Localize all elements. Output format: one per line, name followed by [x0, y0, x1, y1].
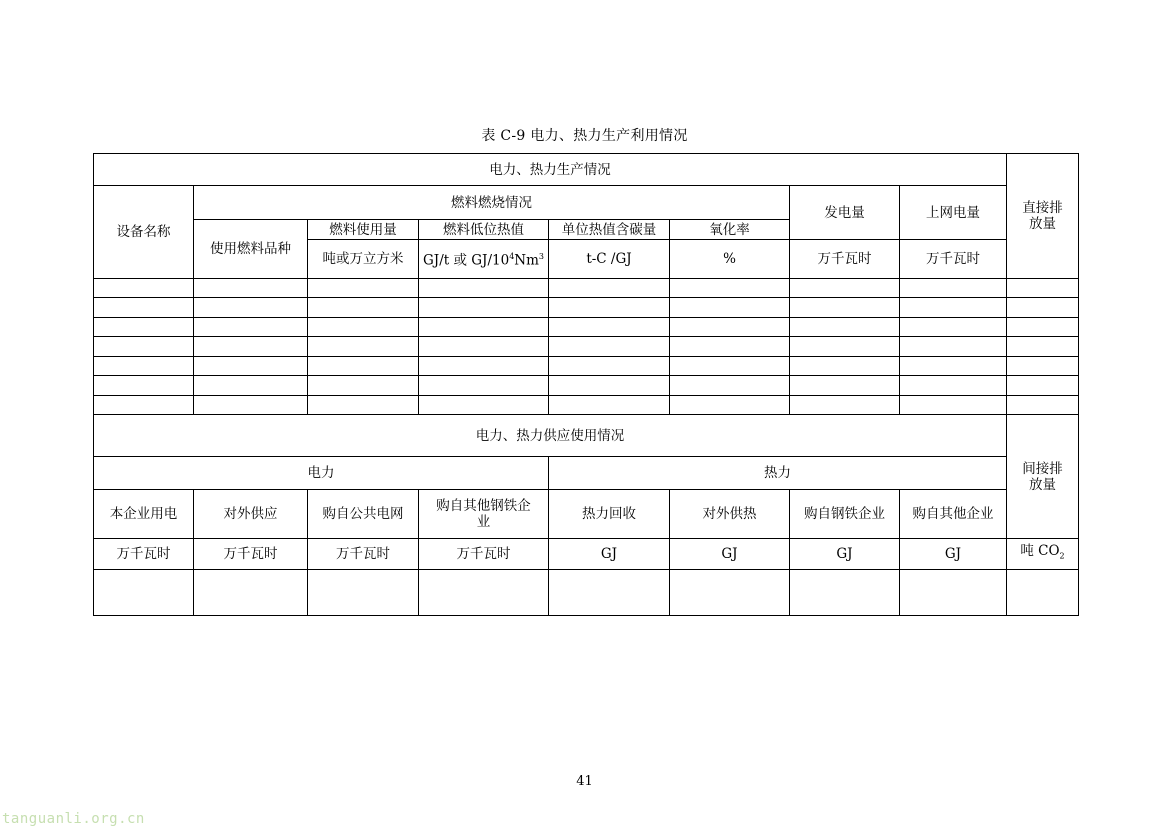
public-grid-purchase-header: 购自公共电网 [308, 490, 419, 539]
fuel-type-header: 使用燃料品种 [194, 220, 308, 279]
equipment-name-header: 设备名称 [94, 186, 194, 279]
unit-cell: GJ [549, 539, 670, 570]
steel-heat-purchase-header: 购自钢铁企业 [790, 490, 900, 539]
indirect-emission-unit: 吨 $CO_2$ [1007, 539, 1079, 570]
heat-header: 热力 [549, 457, 1007, 490]
oxidation-rate-unit: % [670, 240, 790, 279]
unit-cell: GJ [670, 539, 790, 570]
carbon-content-unit: t-C /GJ [549, 240, 670, 279]
fuel-usage-unit: 吨或万立方米 [308, 240, 419, 279]
watermark: tanguanli.org.cn [2, 811, 145, 827]
table-row [94, 298, 1079, 318]
oxidation-rate-header: 氧化率 [670, 220, 790, 240]
heat-recovery-header: 热力回收 [549, 490, 670, 539]
fuel-usage-header: 燃料使用量 [308, 220, 419, 240]
external-supply-header: 对外供应 [194, 490, 308, 539]
table-row [94, 376, 1079, 396]
electricity-header: 电力 [94, 457, 549, 490]
unit-cell: 万千瓦时 [94, 539, 194, 570]
unit-cell: 万千瓦时 [308, 539, 419, 570]
grid-power-header: 上网电量 [900, 186, 1007, 240]
page-number: 41 [576, 774, 593, 789]
fuel-lhv-header: 燃料低位热值 [419, 220, 549, 240]
unit-cell: GJ [790, 539, 900, 570]
table-row [94, 337, 1079, 357]
table-row [94, 317, 1079, 337]
direct-emission-header: 直接排放量 [1007, 154, 1079, 279]
unit-cell: GJ [900, 539, 1007, 570]
table-row [94, 356, 1079, 376]
unit-cell: 万千瓦时 [194, 539, 308, 570]
fuel-lhv-unit: GJ/t 或 $GJ/10^4Nm^3$ [419, 240, 549, 279]
section2-title: 电力、热力供应使用情况 [94, 415, 1007, 457]
table-row [94, 278, 1079, 298]
table-row [94, 570, 1079, 616]
other-heat-purchase-header: 购自其他企业 [900, 490, 1007, 539]
table-caption: 表 C-9 电力、热力生产利用情况 [481, 128, 688, 144]
external-heat-supply-header: 对外供热 [670, 490, 790, 539]
other-steel-purchase-header: 购自其他钢铁企业 [419, 490, 549, 539]
power-generation-unit: 万千瓦时 [790, 240, 900, 279]
self-consumption-header: 本企业用电 [94, 490, 194, 539]
grid-power-unit: 万千瓦时 [900, 240, 1007, 279]
fuel-combustion-header: 燃料燃烧情况 [194, 186, 790, 220]
table-row [94, 395, 1079, 415]
production-utilization-table [93, 153, 1079, 616]
indirect-emission-header: 间接排放量 [1007, 415, 1079, 539]
section1-title: 电力、热力生产情况 [94, 154, 1007, 186]
carbon-content-header: 单位热值含碳量 [549, 220, 670, 240]
unit-cell: 万千瓦时 [419, 539, 549, 570]
power-generation-header: 发电量 [790, 186, 900, 240]
